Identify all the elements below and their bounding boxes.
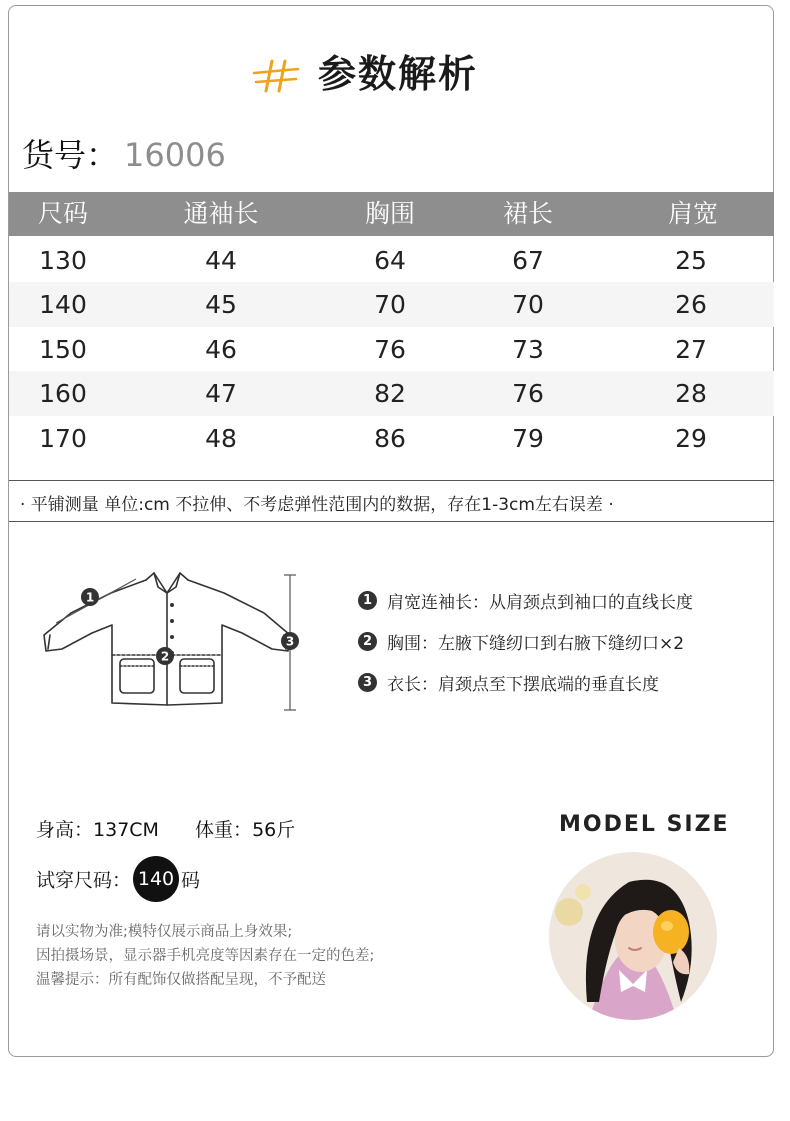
- cell-size: 140: [39, 290, 87, 320]
- table-row: [9, 327, 774, 371]
- cell-sleeve: 47: [205, 379, 237, 409]
- measurement-note: · 平铺测量 单位:cm 不拉伸、不考虑弹性范围内的数据，存在1-3cm左右误差 ·: [20, 495, 614, 515]
- divider-top: [9, 480, 774, 481]
- hash-decoration-icon: [252, 58, 302, 94]
- cell-size: 170: [39, 423, 87, 453]
- cell-shoulder: 28: [675, 379, 707, 409]
- sku-label: 货号：: [22, 136, 119, 174]
- legend-number: 3: [358, 673, 377, 692]
- legend-text: 衣长：肩颈点至下摆底端的垂直长度: [387, 675, 659, 695]
- table-row: [9, 416, 774, 460]
- model-stats: [36, 815, 295, 842]
- cell-chest: 76: [374, 334, 406, 364]
- header-size: 尺码: [37, 199, 89, 228]
- header-chest: 胸围: [364, 199, 416, 228]
- model-photo: [549, 852, 717, 1020]
- cell-skirt: 70: [512, 290, 544, 320]
- title-section: [0, 48, 790, 108]
- legend-text: 肩宽连袖长：从肩颈点到袖口的直线长度: [387, 593, 693, 613]
- cell-chest: 70: [374, 290, 406, 320]
- cell-skirt: 67: [512, 246, 544, 275]
- cell-shoulder: 25: [675, 246, 707, 275]
- cell-sleeve: 46: [205, 334, 237, 364]
- try-size-line: [36, 856, 200, 902]
- diagram-marker-2: [156, 647, 174, 665]
- cell-skirt: 79: [512, 423, 544, 453]
- legend-item: [358, 670, 659, 695]
- disclaimer-notes: [36, 920, 374, 992]
- try-size-unit: 码: [181, 869, 201, 892]
- diagram-marker-label: 2: [160, 649, 170, 664]
- jacket-diagram: [36, 565, 306, 715]
- weight-label: 体重：: [195, 819, 253, 841]
- disclaimer-line: 请以实物为准;模特仅展示商品上身效果;: [36, 924, 293, 940]
- diagram-marker-3: [281, 632, 299, 650]
- height-label: 身高：: [36, 819, 94, 841]
- cell-sleeve: 48: [205, 423, 237, 453]
- disclaimer-line: 因拍摄场景，显示器手机亮度等因素存在一定的色差;: [36, 948, 375, 964]
- cell-chest: 64: [374, 246, 406, 275]
- cell-size: 130: [39, 246, 87, 275]
- disclaimer-line: 温馨提示：所有配饰仅做搭配呈现，不予配送: [36, 972, 326, 988]
- cell-sleeve: 45: [205, 290, 237, 320]
- legend-text: 胸围：左腋下缝纫口到右腋下缝纫口×2: [387, 634, 685, 654]
- cell-size: 160: [39, 379, 87, 409]
- model-size-heading: MODEL SIZE: [559, 812, 730, 837]
- weight-value: 56斤: [252, 819, 296, 841]
- cell-size: 150: [39, 334, 87, 364]
- divider-bottom: [9, 521, 774, 522]
- sku-line: [22, 132, 226, 178]
- cell-shoulder: 26: [675, 290, 707, 320]
- cell-sleeve: 44: [205, 246, 237, 275]
- diagram-marker-1: [81, 588, 99, 606]
- legend-number: 1: [358, 591, 377, 610]
- height-value: 137CM: [93, 819, 159, 841]
- header-sleeve-length: 通袖长: [183, 199, 259, 228]
- page-title: 参数解析: [318, 52, 479, 96]
- sku-value: 16006: [124, 136, 226, 174]
- header-skirt-length: 裙长: [502, 199, 554, 228]
- cell-chest: 86: [374, 423, 406, 453]
- try-size-badge: 140: [133, 856, 179, 902]
- diagram-marker-label: 1: [85, 590, 95, 605]
- legend-item: [358, 588, 693, 613]
- table-body: [9, 238, 774, 460]
- legend-item: [358, 629, 684, 654]
- table-row: [9, 238, 774, 282]
- cell-shoulder: 27: [675, 334, 707, 364]
- table-row: [9, 282, 774, 326]
- cell-skirt: 76: [512, 379, 544, 409]
- header-shoulder: 肩宽: [667, 199, 719, 228]
- cell-shoulder: 29: [675, 423, 707, 453]
- cell-skirt: 73: [512, 334, 544, 364]
- try-size-label: 试穿尺码：: [36, 869, 132, 892]
- cell-chest: 82: [374, 379, 406, 409]
- legend-number: 2: [358, 632, 377, 651]
- table-header: [9, 192, 774, 236]
- diagram-marker-label: 3: [285, 634, 295, 649]
- table-row: [9, 371, 774, 415]
